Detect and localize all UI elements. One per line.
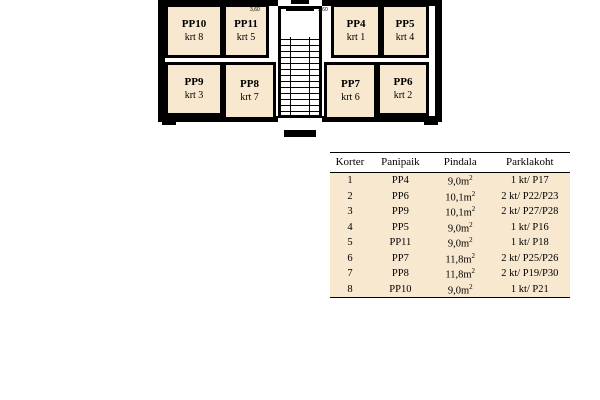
cell-korter: 6 (347, 252, 353, 264)
cell-panipaik: PP10 (370, 282, 431, 298)
cell-parklakoht: 2 kt/ P25/P26 (501, 252, 559, 264)
cell-pindala: $9,0m^2$ (447, 220, 473, 234)
cell-pindala: $9,0m^2$ (431, 282, 490, 298)
cell-pindala: $10,1m^2$ (445, 189, 476, 203)
column-header-korter: Korter (330, 153, 370, 173)
stair-landing-block (286, 6, 314, 11)
room-floor: krt 8 (184, 31, 204, 43)
cell-pindala: $10,1m^2$ (445, 205, 476, 219)
room-floor: krt 2 (393, 89, 413, 101)
stair-step (281, 57, 319, 58)
cell-korter: 1 (347, 175, 353, 187)
cell-panipaik: PP7 (391, 252, 409, 264)
stair-step (281, 51, 319, 52)
column-header-panipaik: Panipaik (370, 153, 431, 173)
floor-plan (150, 0, 450, 140)
stair-step (281, 99, 319, 100)
stair-step (281, 81, 319, 82)
cell-pindala: $11,8m^2$ (445, 267, 476, 281)
cell-korter: 3 (347, 206, 353, 218)
entry-stub-top (291, 0, 309, 4)
foot-mark-right (424, 120, 438, 125)
cell-panipaik: PP8 (391, 268, 409, 280)
entry-stub-bottom (284, 130, 316, 137)
table-header-row (330, 153, 570, 173)
stair-step (281, 69, 319, 70)
cell-parklakoht: 1 kt/ P17 (510, 175, 549, 187)
stair-step (281, 39, 319, 40)
cell-parklakoht: 1 kt/ P18 (510, 237, 549, 249)
column-header-pindala: Pindala (431, 153, 490, 173)
cell-korter: 8 (330, 282, 370, 298)
table-row (330, 235, 570, 251)
room-pp4 (331, 4, 381, 58)
wall-left-outer (158, 0, 165, 122)
stair-step (281, 75, 319, 76)
room-label: PP9 (184, 75, 204, 88)
room-floor: krt 6 (341, 91, 360, 103)
room-pp6 (377, 62, 429, 116)
table-row (330, 204, 570, 220)
room-floor: krt 1 (346, 31, 366, 43)
wall-right-outer (435, 0, 442, 122)
table-row (330, 266, 570, 282)
cell-panipaik: PP11 (389, 237, 412, 249)
table-row (330, 282, 570, 298)
room-label: PP11 (234, 17, 258, 30)
room-floor: krt 4 (395, 31, 415, 43)
table-row (330, 251, 570, 267)
cell-korter: 4 (347, 221, 353, 233)
stairwell (278, 6, 322, 118)
room-label: PP10 (181, 17, 207, 30)
storage-legend-table (330, 152, 570, 298)
cell-pindala: $11,8m^2$ (445, 251, 476, 265)
room-pp11 (223, 4, 269, 58)
stair-step (281, 93, 319, 94)
table-row (330, 220, 570, 236)
stair-step (281, 105, 319, 106)
cell-parklakoht: 2 kt/ P22/P23 (501, 190, 559, 202)
cell-korter: 2 (347, 190, 353, 202)
room-label: PP6 (393, 75, 413, 88)
cell-parklakoht: 2 kt/ P27/P28 (501, 206, 559, 218)
room-label: PP7 (341, 77, 360, 90)
table-row (330, 189, 570, 205)
cell-korter: 7 (347, 268, 353, 280)
room-pp9 (165, 62, 223, 116)
cell-parklakoht: 2 kt/ P19/P30 (501, 268, 559, 280)
cell-pindala: $9,0m^2$ (447, 236, 473, 250)
cell-panipaik: PP9 (391, 206, 409, 218)
room-label: PP8 (240, 77, 259, 90)
room-floor: krt 7 (240, 91, 259, 103)
table-body (330, 173, 570, 298)
room-pp8 (223, 62, 276, 120)
cell-parklakoht: 1 kt/ P16 (510, 221, 549, 233)
cell-panipaik: PP4 (391, 175, 409, 187)
cell-parklakoht: 1 kt/ P21 (490, 282, 570, 298)
room-pp10 (165, 4, 223, 58)
stair-step (281, 111, 319, 112)
room-pp5 (381, 4, 429, 58)
dimension-label-right: 3,60 (318, 7, 328, 13)
foot-mark-left (162, 120, 176, 125)
room-floor: krt 5 (236, 31, 256, 43)
table-row (330, 173, 570, 189)
stair-step (281, 63, 319, 64)
cell-pindala: $9,0m^2$ (447, 174, 473, 188)
room-pp7 (324, 62, 377, 120)
room-label: PP5 (395, 17, 415, 30)
dimension-label-left: 3,60 (250, 7, 260, 13)
room-floor: krt 3 (184, 89, 204, 101)
cell-panipaik: PP5 (391, 221, 409, 233)
cell-panipaik: PP6 (391, 190, 409, 202)
stair-step (281, 87, 319, 88)
column-header-parklakoht: Parklakoht (490, 153, 570, 173)
stair-step (281, 45, 319, 46)
room-label: PP4 (346, 17, 366, 30)
cell-korter: 5 (347, 237, 353, 249)
